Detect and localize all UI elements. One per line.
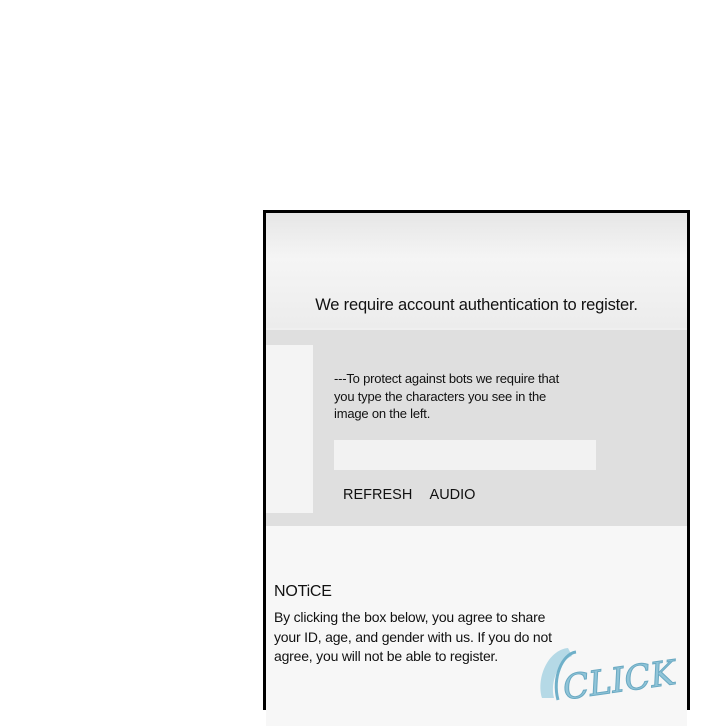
click-watermark-logo	[528, 638, 679, 709]
captcha-image	[266, 345, 313, 513]
panel-header	[266, 213, 687, 328]
captcha-section	[266, 330, 687, 526]
captcha-input[interactable]	[334, 440, 596, 470]
refresh-button[interactable]: REFRESH	[343, 487, 413, 503]
audio-button[interactable]: AUDIO	[429, 487, 476, 503]
notice-text: By clicking the box below, you agree to share your ID, age, and gender with us. If you do not agree, you will not be able to register.	[274, 609, 552, 664]
svg-text:CLICK: CLICK	[560, 652, 679, 709]
captcha-actions	[343, 487, 489, 503]
notice-title: NOTiCE	[274, 583, 332, 600]
header-text: We require account authentication to register.	[315, 296, 638, 314]
registration-panel	[263, 210, 690, 710]
captcha-description: ---To protect against bots we require that you type the characters you see in the image on the left.	[334, 371, 559, 421]
